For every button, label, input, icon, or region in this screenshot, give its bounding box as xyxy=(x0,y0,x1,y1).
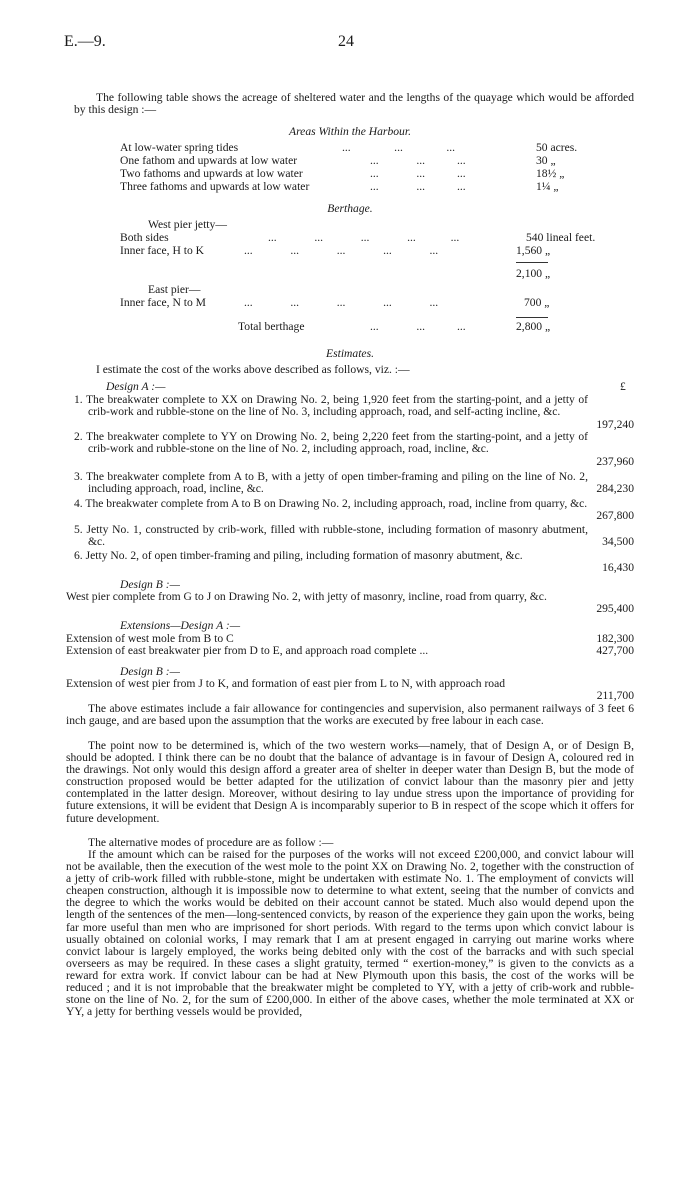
currency-symbol: £ xyxy=(620,380,626,393)
area-row-value: 30 „ xyxy=(536,154,556,167)
estimate-value-6: 16,430 xyxy=(602,561,634,574)
extensions-b-label: Design B :— xyxy=(120,665,180,678)
east-pier-label: East pier— xyxy=(148,283,201,296)
extensions-a-label: Extensions—Design A :— xyxy=(120,619,241,632)
page-number: 24 xyxy=(338,33,354,50)
extension-item: Extension of west mole from B to C xyxy=(66,632,234,645)
extension-b-value: 211,700 xyxy=(596,689,634,702)
area-row-label: Three fathoms and upwards at low water xyxy=(120,180,310,193)
body-paragraph: The above estimates include a fair allowance for contingencies and supervision, also permanent railways of 3 feet 6 inch gauge, and are based upon the assumption that the works are executed by free labour in each case. xyxy=(66,702,634,728)
estimates-intro: I estimate the cost of the works above described as follows, viz. :— xyxy=(96,363,410,376)
area-row-label: Two fathoms and upwards at low water xyxy=(120,167,303,180)
extension-b-item: Extension of west pier from J to K, and formation of east pier from L to N, with approach road xyxy=(66,677,506,690)
design-b-value: 295,400 xyxy=(596,602,634,615)
estimate-item-1: 1. The breakwater complete to XX on Drawing No. 2, being 1,920 feet from the starting-point, and a jetty of crib-work and rubble-stone on the line of No. 3, including approach, road, and self-acting incline, &c. xyxy=(74,393,588,419)
leader-dots: ... ... ... ... ... xyxy=(244,244,439,257)
inner-h-k-label: Inner face, H to K xyxy=(120,244,205,257)
design-a-label: Design A :— xyxy=(106,380,166,393)
estimate-item-4: 4. The breakwater complete from A to B on Drawing No. 2, including approach, road, incline from quarry, &c. xyxy=(74,497,588,510)
west-pier-label: West pier jetty— xyxy=(148,218,227,231)
estimate-value-3: 284,230 xyxy=(596,482,634,495)
area-row-value: 18½ „ xyxy=(536,167,565,180)
area-row-value: 50 acres. xyxy=(536,141,578,154)
intro-paragraph: The following table shows the acreage of sheltered water and the lengths of the quayage which would be afforded by this design :— xyxy=(74,91,634,117)
sum-rule xyxy=(516,262,548,263)
estimate-item-6: 6. Jetty No. 2, of open timber-framing and piling, including formation of masonry abutment, &c. xyxy=(74,549,523,562)
total-berthage-value: 2,800 „ xyxy=(516,320,551,333)
both-sides-value: 540 lineal feet. xyxy=(526,231,596,244)
body-paragraph: If the amount which can be raised for the purposes of the works will not exceed £200,000, and convict labour will not be available, then the execution of the west mole to the point XX on Drawing No. 2, together with the construction of a jetty of crib-work filled with rubble-stone, might be undertaken with estimate No. 1. The employment of convicts will cheapen construction, although it is impossible now to determine to what extent, seeing that the number of convicts and the degree to which the works would be debited on their account cannot be stated. Much also would depend upon the length of the sentences of the men—long-sentenced convicts, by reason of the experience they gain upon the works, being far more useful than men who are imprisoned for short periods. With regard to the terms upon which convict labour is usually obtained on colonial works, I may remark that I am at present engaged in carrying out marine works where convict labour is largely employed, the works being debited only with the cost of the barracks and with such special overseers as may be required. In these cases a slight gratuity, termed “ exertion-money,” is given to the convicts as a reward for extra work. If convict labour can be had at New Plymouth upon this basis, the cost of the works will be reduced ; and it is not improbable that the breakwater might be completed to YY, with a jetty of crib-work and rubble-stone on the line of No. 2, for the sum of £200,000. In either of the above cases, whether the mole terminated at XX or YY, a jetty for berthing vessels would be provided, xyxy=(66,848,634,1019)
area-row-label: At low-water spring tides xyxy=(120,141,239,154)
body-paragraph: The point now to be determined is, which of the two western works—namely, that of Design A, or of Design B, should be adopted. I think there can be no doubt that the balance of advantage is in favour of Design A, coloured red in the drawings. Not only would this design afford a greater area of shelter in deeper water than Design B, but the mode of construction proposed would be better adapted for the utilization of convict labour than the masonry pier and jetty contemplated in the latter design. Moreover, without desiring to lay undue stress upon the importance of providing for future extensions, it will be evident that Design A is incomparably superior to B in respect of the scope which it offers for future development. xyxy=(66,739,634,825)
extension-value: 182,300 xyxy=(596,632,634,645)
west-total-value: 2,100 „ xyxy=(516,267,551,280)
estimate-item-2: 2. The breakwater complete to YY on Drowing No. 2, being 2,220 feet from the starting-point, and a jetty of crib-work and rubble-stone on the line of No. 2, including approach, road, incline, &c. xyxy=(74,430,588,456)
leader-dots: ... ... ... ... ... xyxy=(244,296,439,309)
leader-dots: ... ... ... xyxy=(370,180,466,193)
area-row-label: One fathom and upwards at low water xyxy=(120,154,298,167)
estimate-value-1: 197,240 xyxy=(596,418,634,431)
estimate-value-4: 267,800 xyxy=(596,509,634,522)
leader-dots: ... ... ... xyxy=(370,320,466,333)
leader-dots: ... ... ... xyxy=(342,141,456,154)
design-b-label: Design B :— xyxy=(120,578,180,591)
sum-rule xyxy=(516,317,548,318)
body-paragraph: The alternative modes of procedure are as follow :— xyxy=(88,836,334,849)
estimate-value-5: 34,500 xyxy=(602,535,634,548)
inner-n-m-label: Inner face, N to M xyxy=(120,296,206,309)
design-b-item: West pier complete from G to J on Drawing No. 2, with jetty of masonry, incline, road from quarry, &c. xyxy=(66,590,547,603)
extension-item: Extension of east breakwater pier from D to E, and approach road complete ... xyxy=(66,644,429,657)
total-berthage-label: Total berthage xyxy=(238,320,305,333)
leader-dots: ... ... ... ... ... xyxy=(268,231,460,244)
estimate-item-3: 3. The breakwater complete from A to B, with a jetty of open timber-framing and piling on the line of No. 2, including approach, road, incline, &c. xyxy=(74,470,588,496)
berthage-heading: Berthage. xyxy=(327,202,373,215)
estimate-item-5: 5. Jetty No. 1, constructed by crib-work, filled with rubble-stone, including formation of masonry abutment, &c. xyxy=(74,523,588,549)
inner-n-m-value: 700 „ xyxy=(524,296,550,309)
estimates-heading: Estimates. xyxy=(326,347,374,360)
both-sides-label: Both sides xyxy=(120,231,169,244)
leader-dots: ... ... ... xyxy=(370,167,466,180)
page-header-ref: E.—9. xyxy=(64,33,106,50)
extension-value: 427,700 xyxy=(596,644,634,657)
areas-heading: Areas Within the Harbour. xyxy=(289,125,411,138)
area-row-value: 1¼ „ xyxy=(536,180,559,193)
inner-h-k-value: 1,560 „ xyxy=(516,244,551,257)
leader-dots: ... ... ... xyxy=(370,154,466,167)
estimate-value-2: 237,960 xyxy=(596,455,634,468)
